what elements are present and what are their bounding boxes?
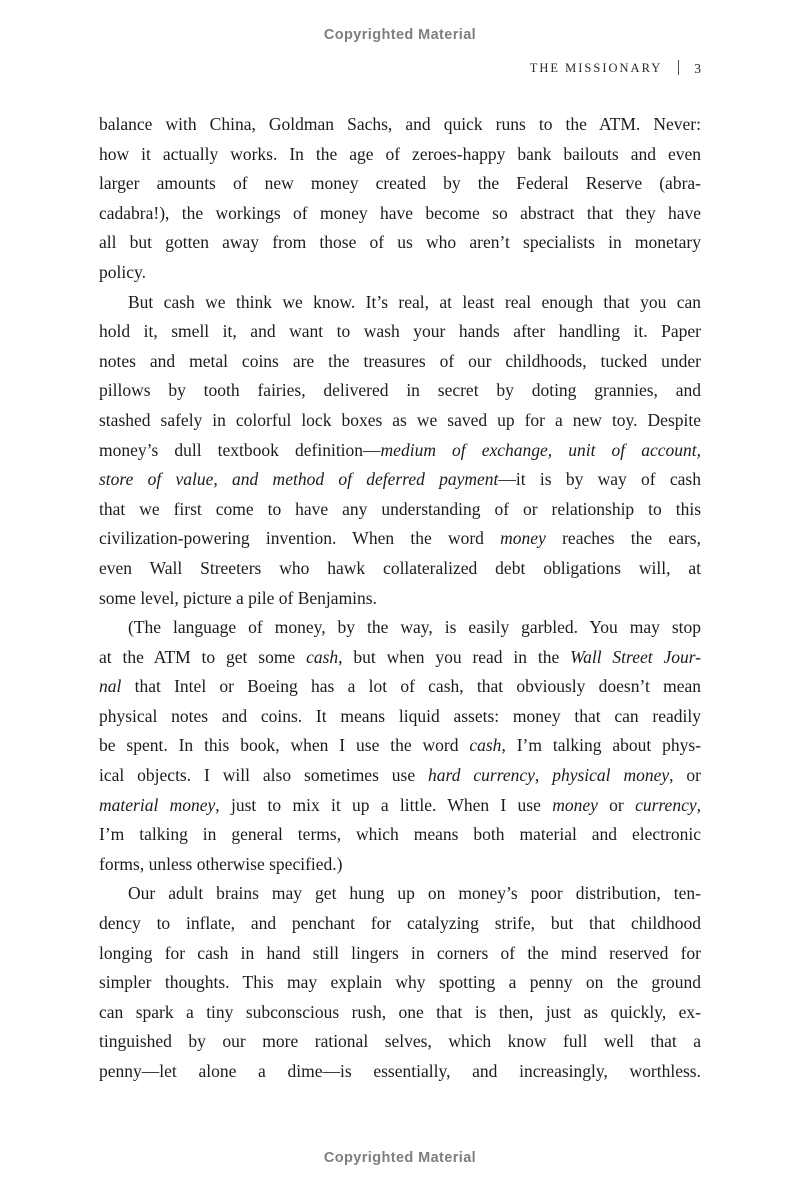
text-line [99,998,701,1028]
text-run-italic: physical money [552,765,670,786]
text-line [99,584,701,614]
text-line [99,613,701,643]
text-line [99,850,701,880]
text-line [99,643,701,673]
text-run: longing for cash in hand still lingers in corners of the mind reserved for [99,942,701,963]
text-line [99,169,701,199]
text-line [99,228,701,258]
text-line [99,672,701,702]
text-run: ical objects. I will also sometimes use [99,765,429,786]
text-line [99,554,701,584]
running-head-separator [678,60,679,75]
copyright-watermark-top: Copyrighted Material [323,27,477,43]
text-run-italic: Wall Street Jour- [570,646,702,667]
text-line [99,436,701,466]
text-run-italic: currency [635,794,697,815]
text-run: —it is by way of cash [498,469,701,490]
paragraph [99,288,701,614]
running-head [530,60,701,76]
text-run: money’s dull textbook definition— [99,439,381,460]
text-run: Our adult brains may get hung up on money’s poor distribution, ten- [128,883,701,904]
paragraph [99,613,701,879]
text-run-italic: money [500,528,546,549]
text-line [99,495,701,525]
text-line [99,465,701,495]
text-run: even Wall Streeters who hawk collateralized debt obligations will, at [99,557,701,578]
text-run-italic: nal [99,676,122,697]
text-line [99,761,701,791]
text-line [99,140,701,170]
body-text [99,110,701,1087]
paragraph [99,110,701,288]
text-line [99,258,701,288]
text-run: some level, picture a pile of Benjamins. [99,587,377,608]
text-line [99,110,701,140]
text-run: physical notes and coins. It means liquid assets: money that can readily [99,705,701,726]
text-line [99,791,701,821]
text-line [99,347,701,377]
text-run: be spent. In this book, when I use the word [99,735,470,756]
text-run-italic: hard currency [428,765,535,786]
text-run: civilization-powering invention. When the word [99,528,501,549]
text-run-italic: store of value, and method of deferred payment [99,469,499,490]
text-line [99,909,701,939]
text-run-italic: medium of exchange, unit of account, [380,439,701,460]
text-run: , I’m talking about phys- [501,735,701,756]
text-run: , [696,794,701,815]
text-run: notes and metal coins are the treasures of our childhoods, tucked under [99,350,701,371]
text-run-italic: cash [306,646,339,667]
text-run-italic: money [552,794,598,815]
text-run: , but when you read in the [338,646,571,667]
text-line [99,288,701,318]
text-run: that we first come to have any understanding of or relationship to this [99,498,701,519]
text-run: simpler thoughts. This may explain why spotting a penny on the ground [99,972,701,993]
text-run: how it actually works. In the age of zeroes-happy bank bailouts and even [99,143,701,164]
page-number: 3 [694,61,701,76]
text-line [99,731,701,761]
text-run: , or [669,765,702,786]
text-line [99,820,701,850]
text-run: balance with China, Goldman Sachs, and quick runs to the ATM. Never: [99,114,701,134]
text-run: tinguished by our more rational selves, which know full well that a [99,1031,701,1052]
text-run: I’m talking in general terms, which means both material and electronic [99,824,701,845]
text-run: penny—let alone a dime—is essentially, and increasingly, worthless. [99,1061,701,1081]
text-run-italic: material money [99,794,216,815]
text-line [99,376,701,406]
text-line [99,968,701,998]
text-run: pillows by tooth fairies, delivered in secret by doting grannies, and [99,380,701,401]
text-run: (The language of money, by the way, is easily garbled. You may stop [128,617,701,638]
text-line [99,1057,701,1087]
text-run: hold it, smell it, and want to wash your hands after handling it. Paper [99,321,701,342]
text-run-italic: cash [469,735,502,756]
text-run: can spark a tiny subconscious rush, one that is then, just as quickly, ex- [99,1001,701,1022]
running-head-chapter: THE MISSIONARY [529,61,663,75]
text-run: or [597,794,636,815]
text-line [99,524,701,554]
text-line [99,1027,701,1057]
copyright-watermark-bottom: Copyrighted Material [323,1150,477,1166]
text-run: dency to inflate, and penchant for catalyzing strife, but that childhood [99,913,701,934]
text-run: larger amounts of new money created by the Federal Reserve (abra- [99,173,701,194]
text-line [99,317,701,347]
text-run: that Intel or Boeing has a lot of cash, that obviously doesn’t mean [121,676,701,697]
text-line [99,199,701,229]
text-run: reaches the ears, [545,528,701,549]
text-run: policy. [99,261,146,282]
text-line [99,702,701,732]
text-line [99,939,701,969]
text-run: , just to mix it up a little. When I use [215,794,553,815]
text-line [99,879,701,909]
text-run: stashed safely in colorful lock boxes as we saved up for a new toy. Despite [99,409,701,430]
text-run: cadabra!), the workings of money have become so abstract that they have [99,202,701,223]
text-run: But cash we think we know. It’s real, at least real enough that you can [128,291,701,312]
text-line [99,406,701,436]
text-run: forms, unless otherwise specified.) [99,853,343,874]
text-run: , [534,765,553,786]
text-run: at the ATM to get some [99,646,307,667]
paragraph [99,879,701,1086]
text-run: all but gotten away from those of us who aren’t specialists in monetary [99,232,701,253]
